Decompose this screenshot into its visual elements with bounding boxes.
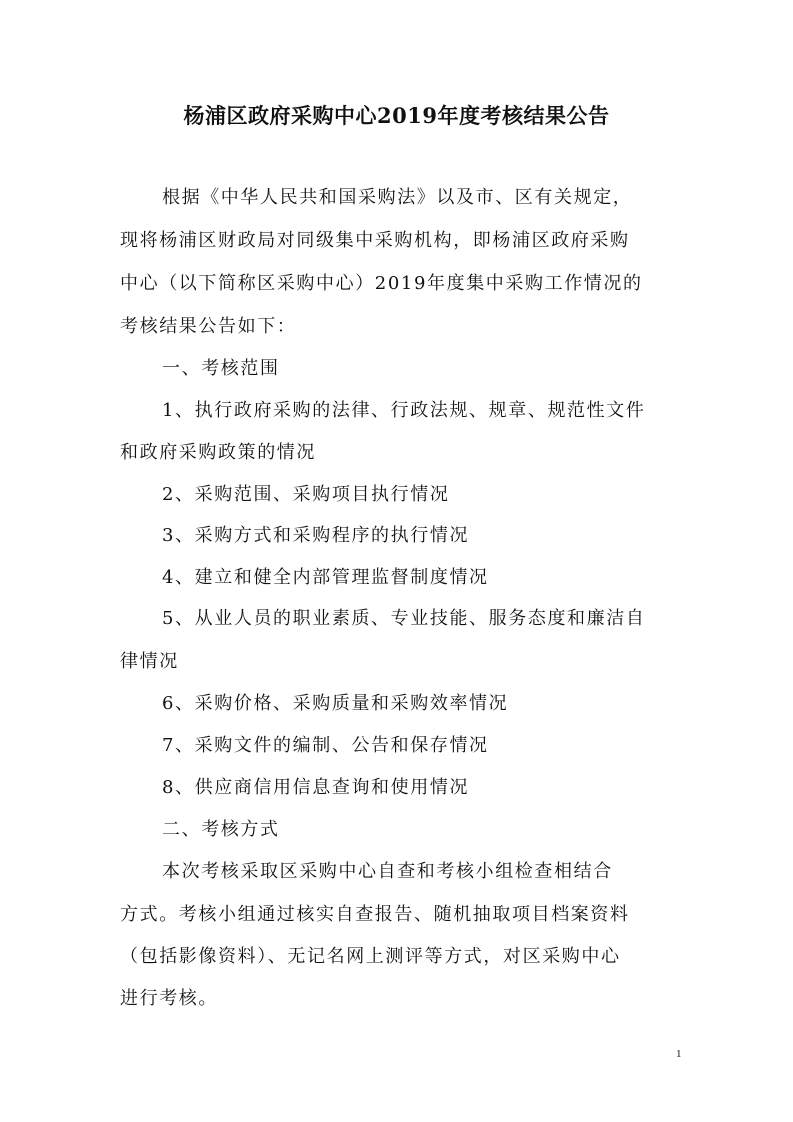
scope-item: 8、供应商信用信息查询和使用情况 — [162, 777, 470, 798]
method-line: 进行考核。 — [120, 988, 218, 1009]
intro-line: 现将杨浦区财政局对同级集中采购机构，即杨浦区政府采购 — [120, 230, 630, 251]
scope-item: 2、采购范围、采购项目执行情况 — [162, 484, 450, 505]
scope-item: 5、从业人员的职业素质、专业技能、服务态度和廉洁自 — [162, 608, 646, 629]
scope-item: 3、采购方式和采购程序的执行情况 — [162, 525, 470, 546]
scope-item-continuation: 律情况 — [120, 651, 179, 672]
document-title: 杨浦区政府采购中心2019年度考核结果公告 — [183, 103, 610, 128]
intro-line: 根据《中华人民共和国采购法》以及市、区有关规定， — [162, 187, 633, 208]
scope-item-continuation: 和政府采购政策的情况 — [120, 442, 316, 463]
intro-line: 中心（以下简称区采购中心）2019年度集中采购工作情况的 — [120, 273, 643, 294]
method-line: （包括影像资料）、无记名网上测评等方式，对区采购中心 — [120, 946, 621, 967]
section-heading-scope: 一、考核范围 — [162, 358, 280, 379]
section-heading-method: 二、考核方式 — [162, 819, 280, 840]
scope-item: 4、建立和健全内部管理监督制度情况 — [162, 567, 489, 588]
intro-line: 考核结果公告如下： — [120, 316, 297, 337]
method-line: 本次考核采取区采购中心自查和考核小组检查相结合 — [162, 861, 613, 882]
scope-item: 1、执行政府采购的法律、行政法规、规章、规范性文件 — [162, 400, 646, 421]
scope-item: 6、采购价格、采购质量和采购效率情况 — [162, 693, 509, 714]
method-line: 方式。考核小组通过核实自查报告、随机抽取项目档案资料 — [120, 904, 630, 925]
page-number: 1 — [676, 1048, 682, 1060]
scope-item: 7、采购文件的编制、公告和保存情况 — [162, 735, 489, 756]
